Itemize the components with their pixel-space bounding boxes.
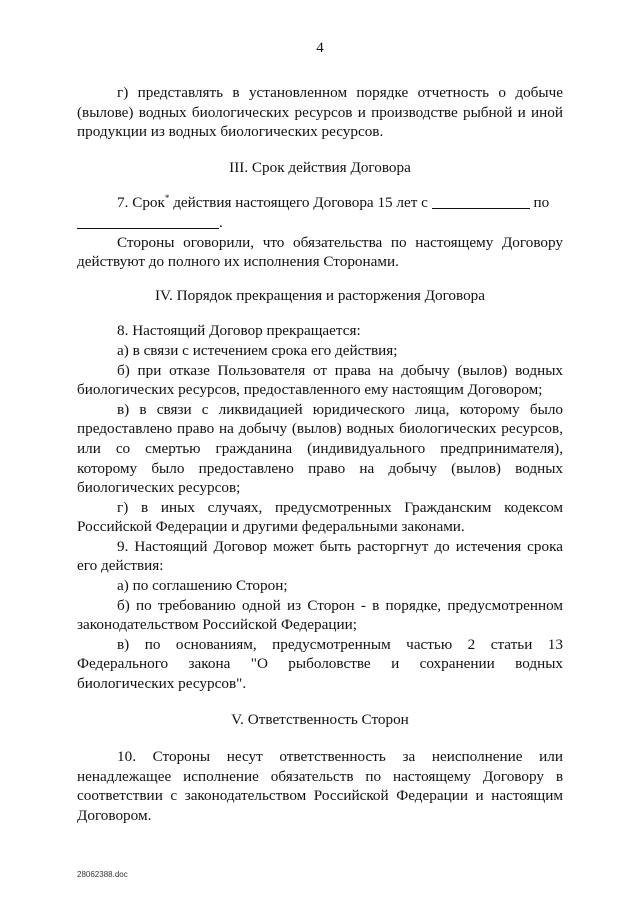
clause-8a: а) в связи с истечением срока его действия; — [117, 341, 398, 359]
clause-8b: б) при отказе Пользователя от права на добычу (вылов) водных биологических ресурсов, предоставленного ему настоящим Договором; — [77, 361, 563, 399]
end-date-blank — [77, 214, 219, 229]
clause-10: 10. Стороны несут ответственность за неисполнение или ненадлежащее исполнение обязательств по настоящему Договору в соответствии с законодательством Российской Федерации и настоящим Договором. — [77, 748, 563, 824]
clause-7-start: 7. Срок — [117, 194, 165, 212]
clause-7-continuation — [77, 213, 563, 233]
clause-g-reporting: г) представлять в установленном порядке отчетность о добыче (вылове) водных биологических ресурсов и производстве рыбной и иной продукции из водных биологических ресурсов. — [77, 84, 563, 141]
section-3-heading: III. Срок действия Договора — [229, 158, 411, 176]
page-number: 4 — [316, 40, 324, 56]
clause-9: 9. Настоящий Договор может быть расторгнут до истечения срока его действия: — [77, 537, 563, 575]
section-5-heading: V. Ответственность Сторон — [231, 710, 409, 728]
footnote-mark: * — [164, 193, 170, 204]
clause-7-term — [77, 193, 563, 213]
start-date-blank — [432, 194, 530, 209]
parties-agreed-paragraph: Стороны оговорили, что обязательства по настоящему Договору действуют до полного их исполнения Сторонами. — [77, 233, 563, 271]
clause-9a: а) по соглашению Сторон; — [117, 577, 288, 595]
clause-9v: в) по основаниям, предусмотренным частью 2 статьи 13 Федерального закона "О рыболовстве и сохранении водных биологических ресурсов". — [77, 635, 563, 693]
section-4-heading: IV. Порядок прекращения и расторжения Договора — [154, 286, 486, 304]
clause-7-text: действия настоящего Договора 15 лет с — [169, 194, 432, 212]
file-name-footer: 28062388.doc — [77, 870, 128, 879]
clause-7-po: по — [529, 194, 550, 212]
clause-8g: г) в иных случаях, предусмотренных Гражданским кодексом Российской Федерации и другими федеральными законами. — [77, 498, 563, 536]
clause-7-end: . — [219, 213, 223, 231]
clause-9b: б) по требованию одной из Сторон - в порядке, предусмотренном законодательством Российской Федерации; — [77, 596, 563, 634]
clause-8: 8. Настоящий Договор прекращается: — [117, 322, 361, 340]
clause-8v: в) в связи с ликвидацией юридического лица, которому было предоставлено право на добычу (вылов) водных биологических ресурсов, или со смертью гражданина (индивидуального предпринимателя), которому было предоставлено право на добычу (вылов) водных биологических ресурсов; — [77, 400, 563, 497]
document-body — [77, 83, 563, 826]
